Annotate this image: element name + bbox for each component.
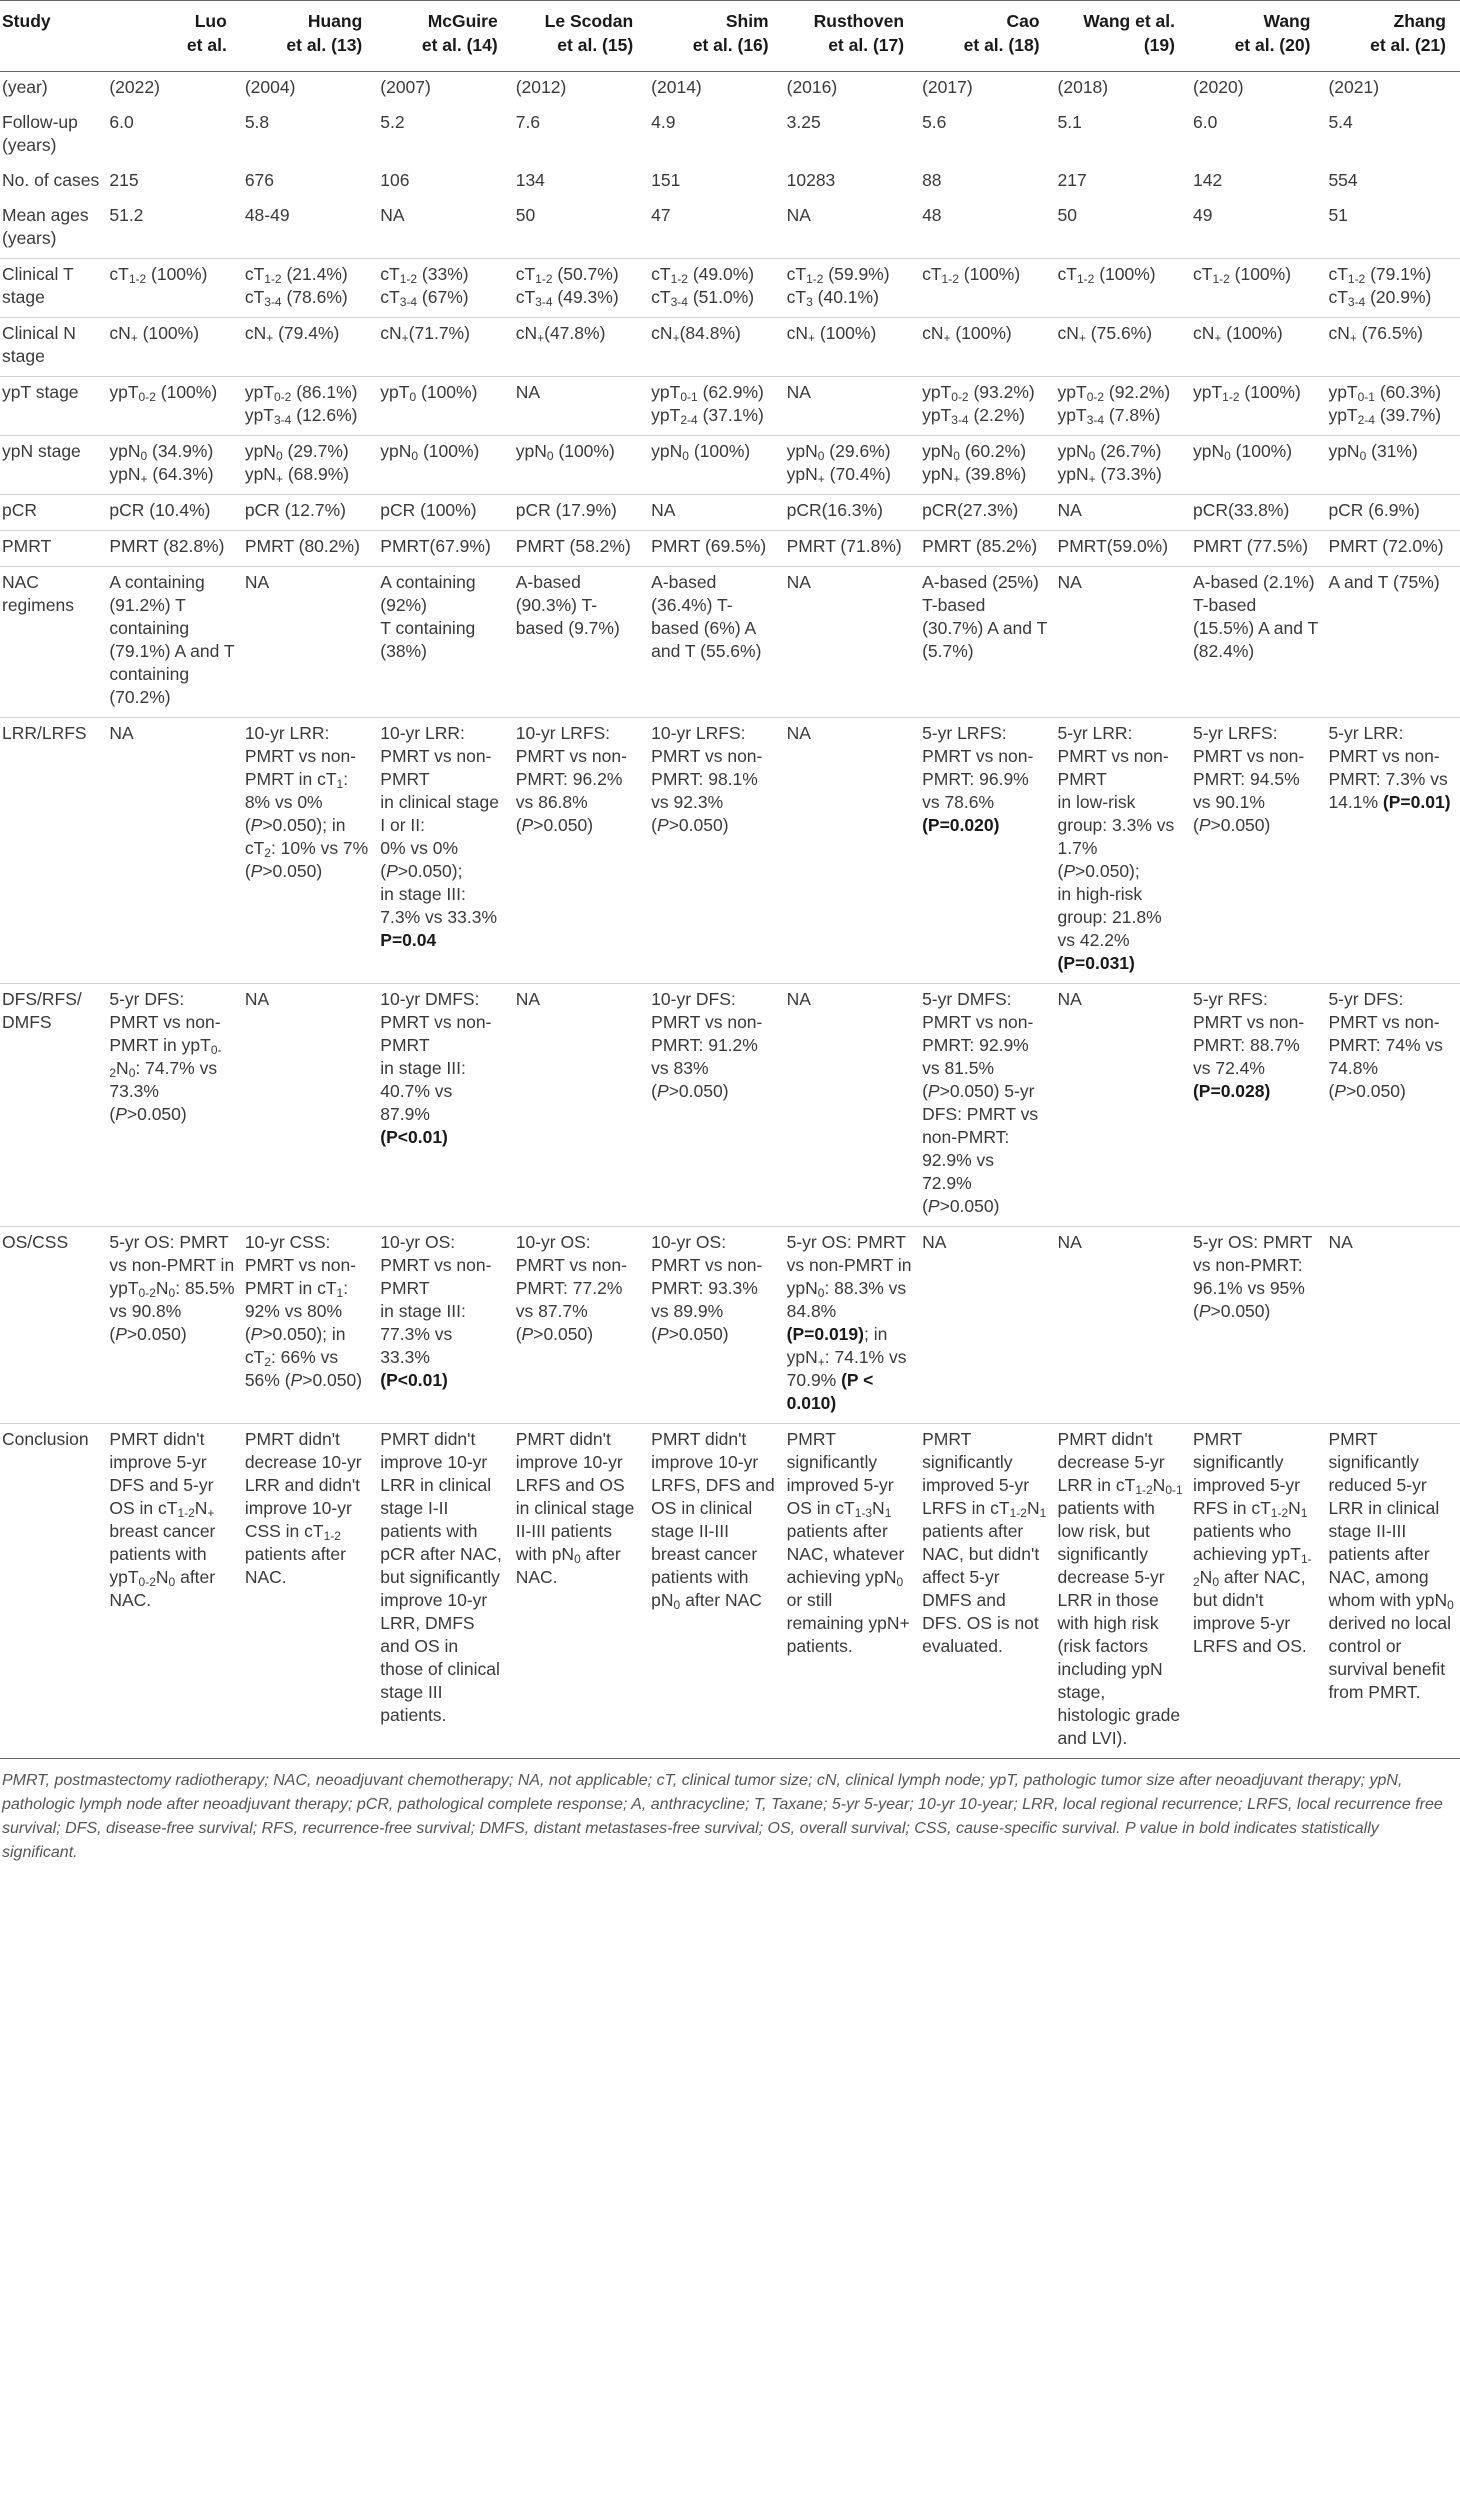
table-cell: pCR(27.3%) [918, 495, 1053, 531]
table-cell: PMRT significantly improved 5-yr OS in $cT_{1-3}N_1$ patients after NAC, whatever achieving ypN$_0$ or still remaining ypN+ patients. [783, 1424, 918, 1759]
header-le-scodan: Le Scodan et al. (15) [512, 1, 647, 72]
table-cell: pCR (100%) [376, 495, 511, 531]
table-row [0, 259, 1460, 318]
table-cell: $cN_+(71.7\%)$ [376, 318, 511, 377]
table-cell: $cN_+$ (79.4%) [241, 318, 376, 377]
table-cell: ypT$_{0-2}$ (93.2%) ypT$_{3-4}$ (2.2%) [918, 377, 1053, 436]
table-cell: (2018) [1057, 77, 1109, 97]
table-cell: 47 [651, 205, 671, 225]
table-cell: ypN$_0$ (100%) [376, 436, 511, 495]
table-cell: (2016) [786, 77, 838, 97]
table-cell: PMRT (80.2%) [241, 531, 376, 567]
table-cell: 10-yr LRFS: PMRT vs non-PMRT: 96.2% vs 86.8% (P>0.050) [512, 718, 647, 984]
table-body [0, 72, 1460, 1759]
table-cell: ypT$_{0-2}$ (100%) [105, 377, 240, 436]
table-cell: ypT$_{0-1}$ (60.3%) ypT$_{2-4}$ (39.7%) [1324, 377, 1460, 436]
table-cell: NA [1054, 567, 1189, 718]
table-cell: ypT$_{0-2}$ (92.2%) ypT$_{3-4}$ (7.8%) [1054, 377, 1189, 436]
table-cell: 10-yr OS: PMRT vs non-PMRT: 93.3% vs 89.9% (P>0.050) [647, 1227, 782, 1424]
table-cell: pCR (17.9%) [512, 495, 647, 531]
table-cell: 10-yr LRFS: PMRT vs non-PMRT: 98.1% vs 92.3% (P>0.050) [647, 718, 782, 984]
table-cell: NA [783, 567, 918, 718]
header-rusthoven: Rusthoven et al. (17) [783, 1, 918, 72]
table-cell: PMRT(59.0%) [1054, 531, 1189, 567]
table-cell: 7.6 [515, 112, 541, 132]
table-cell: NA [1054, 1227, 1189, 1424]
table-row [0, 107, 1460, 165]
table-row [0, 436, 1460, 495]
table-cell: ypT$_{0-2}$ (86.1%) ypT$_{3-4}$ (12.6%) [241, 377, 376, 436]
table-cell: 10283 [786, 170, 836, 190]
table-cell: ypT$_{1-2}$ (100%) [1189, 377, 1324, 436]
table-cell: ypN$_0$ (26.7%) ypN$_+$ (73.3%) [1054, 436, 1189, 495]
table-cell: 51.2 [109, 205, 144, 225]
row-label: Clinical N stage [0, 318, 105, 377]
table-cell: (2014) [651, 77, 702, 97]
table-cell: 5-yr LRR: PMRT vs non-PMRT in low-risk group: 3.3% vs 1.7% (P>0.050); in high-risk group: 21.8% vs 42.2% (P=0.031) [1054, 718, 1189, 984]
table-cell: A-based (90.3%) T-based (9.7%) [512, 567, 647, 718]
table-cell: 5.2 [380, 112, 405, 132]
table-cell: ypN$_0$ (100%) [647, 436, 782, 495]
table-cell: $cT_{1-2}$ (100%) [105, 259, 240, 318]
table-cell: NA [783, 984, 918, 1227]
table-cell: 151 [651, 170, 681, 190]
table-cell: PMRT (71.8%) [783, 531, 918, 567]
table-cell: ypN$_0$ (29.6%) ypN$_+$ (70.4%) [783, 436, 918, 495]
table-cell: A containing (91.2%) T containing (79.1%) A and T containing (70.2%) [105, 567, 240, 718]
table-cell: $cN_+$ (75.6%) [1054, 318, 1189, 377]
table-header-row [0, 1, 1460, 72]
table-cell: PMRT significantly reduced 5-yr LRR in clinical stage II-III patients after NAC, among whom with ypN$_0$ derived no local control or survival benefit from PMRT. [1324, 1424, 1460, 1759]
table-cell: A containing (92%) T containing (38%) [376, 567, 511, 718]
table-cell: pCR (10.4%) [105, 495, 240, 531]
table-row [0, 567, 1460, 718]
table-cell: $cN_+$ (100%) [918, 318, 1053, 377]
table-cell: NA [105, 718, 240, 984]
table-cell: 5-yr OS: PMRT vs non-PMRT in $ypT_{0-2}N_0$: 85.5% vs 90.8% (P>0.050) [105, 1227, 240, 1424]
table-cell: PMRT significantly improved 5-yr LRFS in $cT_{1-2}N_1$ patients after NAC, but didn't affect 5-yr DMFS and DFS. OS is not evaluated. [918, 1424, 1053, 1759]
row-label: PMRT [0, 531, 105, 567]
table-cell: PMRT(67.9%) [376, 531, 511, 567]
table-cell: PMRT (72.0%) [1324, 531, 1460, 567]
table-cell: PMRT (85.2%) [918, 531, 1053, 567]
table-cell: NA [1324, 1227, 1460, 1424]
table-cell: ypN$_0$ (31%) [1324, 436, 1460, 495]
table-cell: $cN_+$ (100%) [1189, 318, 1324, 377]
table-cell: NA [241, 567, 376, 718]
table-cell: (2020) [1192, 77, 1244, 97]
table-cell: 134 [515, 170, 545, 190]
table-cell: 5-yr LRFS: PMRT vs non-PMRT: 94.5% vs 90.1% (P>0.050) [1189, 718, 1324, 984]
table-cell: PMRT (69.5%) [647, 531, 782, 567]
table-cell: (2007) [380, 77, 431, 97]
table-cell: 5-yr DFS: PMRT vs non-PMRT: 74% vs 74.8% (P>0.050) [1324, 984, 1460, 1227]
table-cell: 6.0 [1192, 112, 1218, 132]
table-cell: $cT_{1-2}$ (33%) $cT_{3-4}$ (67%) [376, 259, 511, 318]
table-cell: A-based (25%) T-based (30.7%) A and T (5.7%) [918, 567, 1053, 718]
table-cell: 5.4 [1328, 112, 1353, 132]
table-cell: pCR (6.9%) [1324, 495, 1460, 531]
table-cell: NA [647, 495, 782, 531]
row-label: ypN stage [0, 436, 105, 495]
table-cell: PMRT didn't improve 5-yr DFS and 5-yr OS in $cT_{1-2}N_+$ breast cancer patients with $ypT_{0-2}N_0$ after NAC. [105, 1424, 240, 1759]
table-row [0, 1227, 1460, 1424]
table-cell: 217 [1057, 170, 1087, 190]
table-cell: NA [786, 205, 811, 225]
row-label: LRR/LRFS [0, 718, 105, 984]
row-label: Mean ages (years) [2, 205, 89, 248]
row-label: (year) [2, 77, 48, 97]
row-label: OS/CSS [0, 1227, 105, 1424]
row-label: pCR [0, 495, 105, 531]
table-cell: 5-yr LRR: PMRT vs non-PMRT: 7.3% vs 14.1% (P=0.01) [1324, 718, 1460, 984]
table-cell: NA [241, 984, 376, 1227]
row-label: Follow-up (years) [2, 112, 78, 155]
table-cell: NA [1054, 495, 1189, 531]
table-cell: pCR (12.7%) [241, 495, 376, 531]
table-cell: NA [783, 718, 918, 984]
table-cell: NA [1054, 984, 1189, 1227]
table-cell: PMRT didn't improve 10-yr LRFS, DFS and OS in clinical stage II-III breast cancer patients with $pN_0$ after NAC [647, 1424, 782, 1759]
table-cell: 142 [1192, 170, 1223, 190]
header-study: Study [0, 1, 105, 72]
table-cell: 4.9 [651, 112, 676, 132]
table-cell: (2021) [1328, 77, 1380, 97]
table-cell: 5-yr OS: PMRT vs non-PMRT in ypN$_0$: 88.3% vs 84.8% (P=0.019); in ypN$_+$: 74.1% vs 70.9% (P < 0.010) [783, 1227, 918, 1424]
table-cell: ypN$_0$ (100%) [512, 436, 647, 495]
table-cell: 48-49 [244, 205, 290, 225]
table-row [0, 531, 1460, 567]
table-cell: PMRT didn't improve 10-yr LRR in clinical stage I-II patients with pCR after NAC, but significantly improve 10-yr LRR, DMFS and OS in those of clinical stage III patients. [376, 1424, 511, 1759]
table-cell: A-based (36.4%) T-based (6%) A and T (55.6%) [647, 567, 782, 718]
table-cell: $cN_+$ (100%) [783, 318, 918, 377]
table-cell: 6.0 [109, 112, 134, 132]
table-cell: 5.6 [922, 112, 947, 132]
row-label: DFS/RFS/ DMFS [0, 984, 105, 1227]
table-cell: $cN_+$ (76.5%) [1324, 318, 1460, 377]
table-cell: 49 [1192, 205, 1213, 225]
table-cell: 5-yr RFS: PMRT vs non-PMRT: 88.7% vs 72.4% (P=0.028) [1189, 984, 1324, 1227]
table-cell: $cT_{1-2}$ (59.9%) $cT_3$ (40.1%) [783, 259, 918, 318]
table-cell: 10-yr OS: PMRT vs non-PMRT in stage III: 77.3% vs 33.3% (P<0.01) [376, 1227, 511, 1424]
table-cell: $cT_{1-2}$ (100%) [1054, 259, 1189, 318]
row-label: Clinical T stage [0, 259, 105, 318]
table-row [0, 318, 1460, 377]
table-cell: $cT_{1-2}$ (100%) [1189, 259, 1324, 318]
header-wang-2018: Wang et al. (19) [1054, 1, 1189, 72]
table-cell: ypN$_0$ (29.7%) ypN$_+$ (68.9%) [241, 436, 376, 495]
table-cell: ypN$_0$ (60.2%) ypN$_+$ (39.8%) [918, 436, 1053, 495]
table-row [0, 165, 1460, 200]
table-cell: pCR(16.3%) [783, 495, 918, 531]
table-cell: 50 [515, 205, 536, 225]
table-cell: 5-yr DMFS: PMRT vs non-PMRT: 92.9% vs 81.5% (P>0.050) 5-yr DFS: PMRT vs non-PMRT: 92.9% vs 72.9% (P>0.050) [918, 984, 1053, 1227]
row-label: NAC regimens [0, 567, 105, 718]
table-cell: $cT_{1-2}$ (21.4%) $cT_{3-4}$ (78.6%) [241, 259, 376, 318]
table-cell: 10-yr LRR: PMRT vs non-PMRT in clinical stage I or II: 0% vs 0% (P>0.050); in stage III: 7.3% vs 33.3% P=0.04 [376, 718, 511, 984]
table-cell: 10-yr LRR: PMRT vs non-PMRT in $cT_1$: 8% vs 0% (P>0.050); in $cT_2$: 10% vs 7% (P>0.050) [241, 718, 376, 984]
table-cell: 215 [109, 170, 139, 190]
table-cell: pCR(33.8%) [1189, 495, 1324, 531]
table-cell: 10-yr CSS: PMRT vs non-PMRT in $cT_1$: 92% vs 80% (P>0.050); in $cT_2$: 66% vs 56% (P>0.050) [241, 1227, 376, 1424]
table-cell: $cT_{1-2}$ (79.1%) $cT_{3-4}$ (20.9%) [1324, 259, 1460, 318]
table-row [0, 72, 1460, 108]
table-cell: PMRT (77.5%) [1189, 531, 1324, 567]
table-cell: 88 [922, 170, 942, 190]
table-row [0, 984, 1460, 1227]
table-cell: PMRT didn't improve 10-yr LRFS and OS in clinical stage II-III patients with $pN_0$ after NAC. [512, 1424, 647, 1759]
table-cell: 10-yr DMFS: PMRT vs non-PMRT in stage III: 40.7% vs 87.9% (P<0.01) [376, 984, 511, 1227]
table-cell: $cT_{1-2}$ (50.7%) $cT_{3-4}$ (49.3%) [512, 259, 647, 318]
table-cell: NA [512, 377, 647, 436]
table-footnote: PMRT, postmastectomy radiotherapy; NAC, neoadjuvant chemotherapy; NA, not applicable; cT, clinical tumor size; cN, clinical lymph node; ypT, pathologic tumor size after neoadjuvant therapy; ypN, pathologic lymph node after neoadjuvant therapy; pCR, pathological complete response; A, anthracycline; T, Taxane; 5-yr 5-year; 10-yr 10-year; LRR, local regional recurrence; LRFS, local recurrence free survival; DFS, disease-free survival; RFS, recurrence-free survival; DMFS, distant metastases-free survival; OS, overall survival; CSS, cause-specific survival. P value in bold indicates statistically significant. [2, 1772, 1443, 1861]
table-cell: 10-yr DFS: PMRT vs non-PMRT: 91.2% vs 83% (P>0.050) [647, 984, 782, 1227]
header-zhang: Zhang et al. (21) [1324, 1, 1460, 72]
table-row [0, 377, 1460, 436]
table-row [0, 200, 1460, 259]
table-cell: ypN$_0$ (100%) [1189, 436, 1324, 495]
table-cell: 51 [1328, 205, 1348, 225]
table-cell: (2004) [244, 77, 296, 97]
table-cell: NA [783, 377, 918, 436]
table-row [0, 718, 1460, 984]
table-cell: 10-yr OS: PMRT vs non-PMRT: 77.2% vs 87.7% (P>0.050) [512, 1227, 647, 1424]
table-cell: A and T (75%) [1324, 567, 1460, 718]
table-cell: $cT_{1-2}$ (49.0%) $cT_{3-4}$ (51.0%) [647, 259, 782, 318]
table-cell: PMRT (82.8%) [105, 531, 240, 567]
table-cell: 48 [922, 205, 942, 225]
table-cell: ypN$_0$ (34.9%) ypN$_+$ (64.3%) [105, 436, 240, 495]
table-cell: PMRT didn't decrease 10-yr LRR and didn't improve 10-yr CSS in $cT_{1-2}$ patients after NAC. [241, 1424, 376, 1759]
header-mcguire: McGuire et al. (14) [376, 1, 511, 72]
table-cell: 676 [244, 170, 275, 190]
table-cell: $cN_+$ (100%) [105, 318, 240, 377]
table-cell: PMRT (58.2%) [512, 531, 647, 567]
header-cao: Cao et al. (18) [918, 1, 1053, 72]
row-label: Conclusion [0, 1424, 105, 1759]
table-cell: (2022) [109, 77, 160, 97]
table-cell: NA [918, 1227, 1053, 1424]
header-huang: Huang et al. (13) [241, 1, 376, 72]
table-cell: NA [380, 205, 405, 225]
table-cell: 106 [380, 170, 410, 190]
row-label: ypT stage [0, 377, 105, 436]
table-cell: 5-yr DFS: PMRT vs non-PMRT in $ypT_{0-2}N_0$: 74.7% vs 73.3% (P>0.050) [105, 984, 240, 1227]
table-cell: ypT$_{0-1}$ (62.9%) ypT$_{2-4}$ (37.1%) [647, 377, 782, 436]
table-cell: 3.25 [786, 112, 821, 132]
row-label: No. of cases [2, 170, 100, 190]
header-shim: Shim et al. (16) [647, 1, 782, 72]
table-cell: (2017) [922, 77, 973, 97]
table-cell: PMRT significantly improved 5-yr RFS in $cT_{1-2}N_1$ patients who achieving $ypT_{1-2}N_0$ after NAC, but didn't improve 5-yr LRFS and OS. [1189, 1424, 1324, 1759]
table-cell: NA [512, 984, 647, 1227]
table-cell: 5-yr LRFS: PMRT vs non-PMRT: 96.9% vs 78.6% (P=0.020) [918, 718, 1053, 984]
table-cell: $cT_{1-2}$ (100%) [918, 259, 1053, 318]
table-cell: A-based (2.1%) T-based (15.5%) A and T (82.4%) [1189, 567, 1324, 718]
table-row [0, 495, 1460, 531]
table-row [0, 1424, 1460, 1759]
table-cell: (2012) [515, 77, 567, 97]
header-wang-2020: Wang et al. (20) [1189, 1, 1324, 72]
table-cell: $cN_+(47.8\%)$ [512, 318, 647, 377]
table-cell: 5.8 [244, 112, 270, 132]
table-cell: 5-yr OS: PMRT vs non-PMRT: 96.1% vs 95% (P>0.050) [1189, 1227, 1324, 1424]
header-luo: Luo et al. [105, 1, 240, 72]
table-cell: ypT$_0$ (100%) [376, 377, 511, 436]
table-cell: PMRT didn't decrease 5-yr LRR in $cT_{1-2}N_{0-1}$ patients with low risk, but significantly decrease 5-yr LRR in those with high risk (risk factors including ypN stage, histologic grade and LVI). [1054, 1424, 1189, 1759]
table-cell: 554 [1328, 170, 1358, 190]
table-cell: 5.1 [1057, 112, 1082, 132]
table-cell: $cN_+(84.8\%)$ [647, 318, 782, 377]
table-cell: 50 [1057, 205, 1077, 225]
